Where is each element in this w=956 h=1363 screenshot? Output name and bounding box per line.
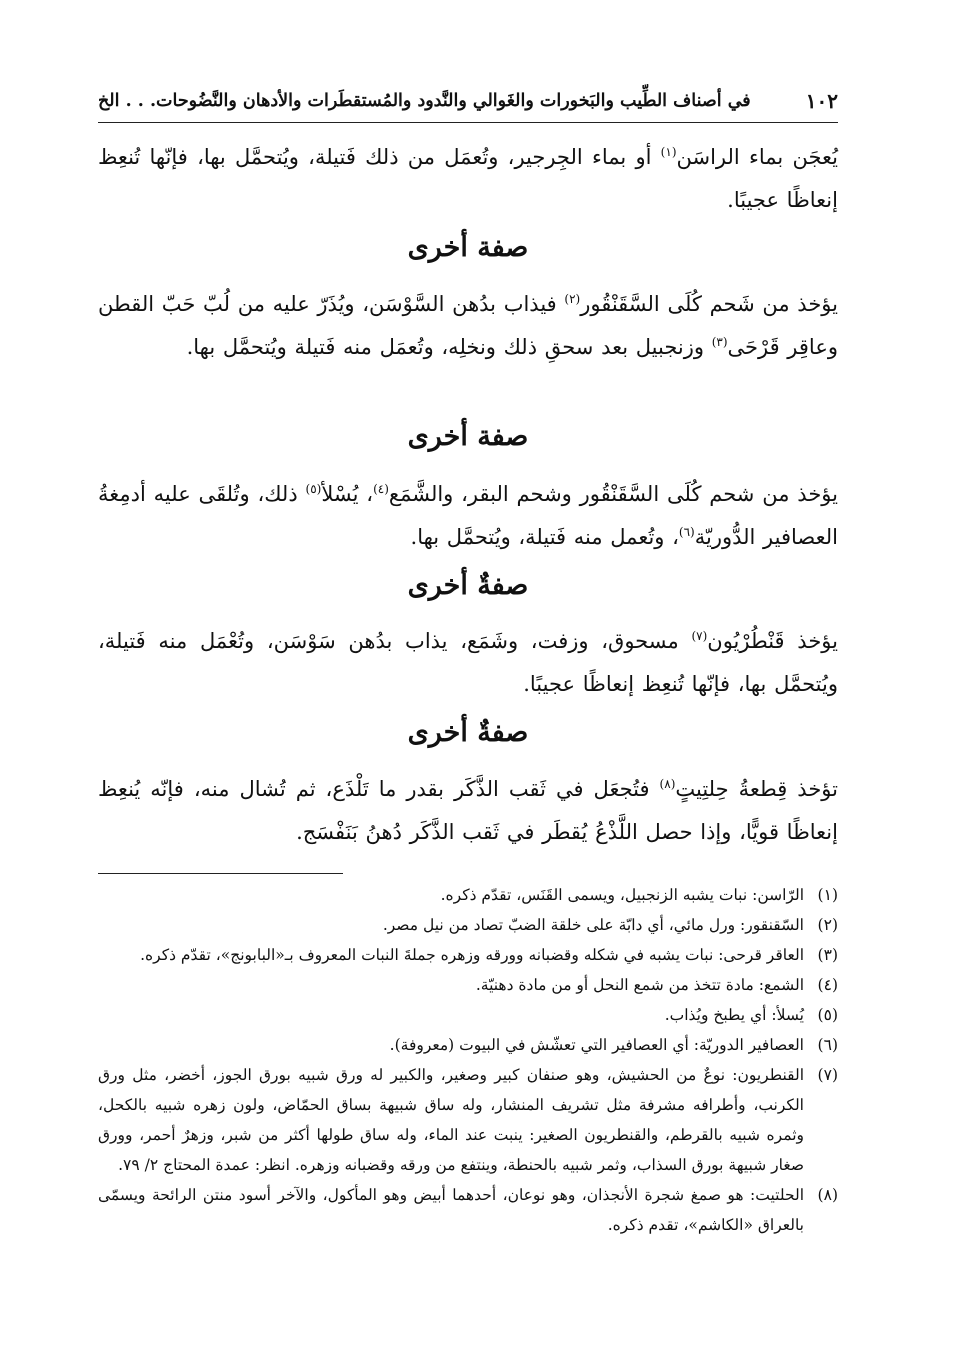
header-rule [98, 122, 838, 123]
section-paragraph [98, 768, 838, 854]
paragraph-text: يؤخذ من شحم كُلَى السَّقَنْقُور وشحم البقر، والشَّمَع$^{(٤)}$، يُسْلأ$^{(٥)}$ ذلك، وتُلقَى عليه أدمِغةُ العصافير الدُّوريّة$^{(٦)}$، وتُعمل منه فَتيلة، ويُتحمَّل بها. [98, 482, 838, 549]
paragraph-text: يؤخذ من شَحم كُلَى السَّقَنْقُور$^{(٢)}$ فيذاب بدُهن السَّوْسَن، ويُذَرّ عليه من لُبّ حَبّ القطن وعاقِر قَرْحَى$^{(٣)}$ وزنجبيل بعد سحقِ ذلك ونخلِه، وتُعمَل منه فَتيلة ويُتحمَّل بها. [98, 292, 838, 359]
footnote-text: الشمع: مادة تتخذ من شمع النحل أو من مادة دهنيّة. [475, 976, 804, 994]
footnote-ref: (٦) [678, 525, 695, 539]
paragraph-text: يُعجَن بماء الراسَن$^{(١)}$ أو بماء الجِرجير، وتُعمَل من ذلك فَتيلة، ويُتحمَّل بها، فإنّها تُنعِظ إنعاظًا عجيبًا. [98, 145, 838, 212]
footnote-number: (٧) [817, 1066, 838, 1084]
footnote-text: العصافير الدوريّة: أي العصافير التي تعشّش في البيوت (معروفة). [389, 1036, 804, 1054]
footnote-text: الرّاسن: نبات يشبه الزنجبيل، ويسمى القَنَس، تقدّم ذكره. [440, 886, 804, 904]
footnote [98, 1060, 838, 1180]
section-paragraph [98, 473, 838, 559]
footnote-ref: (٣) [711, 335, 728, 349]
intro-paragraph [98, 136, 838, 222]
footnote [98, 1180, 838, 1240]
running-header [98, 84, 838, 118]
footnote-ref: (٧) [691, 629, 708, 643]
footnote-ref: (٨) [659, 777, 676, 791]
section-paragraph [98, 620, 838, 706]
footnote-number: (١) [817, 886, 838, 904]
footnote [98, 1030, 838, 1060]
section-paragraph [98, 283, 838, 369]
footnote-ref: (١) [660, 145, 677, 159]
footnote-number: (٤) [817, 976, 838, 994]
paragraph-text: يؤخذ قَنْطُرْيُون$^{(٧)}$ مسحوق، وزفت، وشَمَع، يذاب بدُهن سَوْسَن، وتُعْمَل منه فَتيلة، ويُتحمَّل بها، فإنّها تُنعِظ إنعاظًا عجيبًا. [98, 629, 838, 696]
footnote-number: (٨) [817, 1186, 838, 1204]
paragraph-text: تؤخذ قِطعةُ حِلتِيتٍ$^{(٨)}$ فتُجعَل في ثَقب الذَّكَر بقدر ما تَلْذَع، ثم تُشال منه، فإنّه يُنعِظ إنعاظًا قويًّا، وإذا حصل اللَّذْعُ يُقطَر في ثَقب الذَّكَر دُهنُ بَنَفْسَج. [98, 777, 838, 844]
page-number: ١٠٢ [805, 89, 838, 113]
book-page [98, 0, 838, 1363]
section-heading: صفة أخرى [407, 421, 529, 452]
section-heading: صفة أخرى [407, 232, 529, 263]
footnote-number: (٣) [817, 946, 838, 964]
footnote [98, 940, 838, 970]
footnotes [98, 880, 838, 1240]
footnote-text: السّقنقور: ورل مائي، أي دابّة على خلقة الضبّ تصاد من نيل مصر. [382, 916, 804, 934]
footnote-ref: (٤) [373, 482, 389, 496]
footnote [98, 1000, 838, 1030]
footnote-text: الحلتيت: هو صمغ شجرة الأنجذان، وهو نوعان، أحدهما أبيض وهو المأكول، والآخر أسود منتن الرائحة ويسمّى بالعراق «الكاشم»، تقدم ذكره. [98, 1186, 804, 1234]
footnote-number: (٥) [817, 1006, 838, 1024]
footnote [98, 880, 838, 910]
running-title: في أصناف الطِّيب والبَخورات والغَوالي والنَّدود والمُستقطَرات والأدهان والنَّضُوحات. . . الخ [98, 91, 751, 111]
section-heading: صفةٌ أخرى [407, 570, 529, 601]
section-heading: صفةٌ أخرى [407, 717, 529, 748]
footnote-text: يُسلأ: أي يطبخ ويُذاب. [664, 1006, 804, 1024]
footnote-ref: (٢) [564, 292, 581, 306]
footnote [98, 970, 838, 1000]
footnote-text: العاقر قرحى: نبات يشبه في شكله وقضبانه وورقه وزهره جملةَ النبات المعروف بـ«البابونج»، تقدّم ذكره. [140, 946, 804, 964]
footnote-text: القنطريون: نوعٌ من الحشيش، وهو صنفان كبير وصغير، والكبير له ورق شبيه بورق الجوز، أخضر، مثل ورق الكرنب، وأطرافه مشرفة مثل تشريف المنشار، وله ساق شبيهة بساق الحمّاض، ولون زهره شبيه بالكحل، وثمره شبيه بالقرطم، والقنطريون الصغير: ينبت عند الماء، وله ساق طولها أكثر من شبر، وزهرٌ أحمر، وورق صغار شبيهة بورق السذاب، وثمر شبيه بالحنطة، وينتفع من ورقه وقضبانه وزهره. انظر: عمدة المحتاج ٢/ ٧٩. [98, 1066, 804, 1174]
footnote [98, 910, 838, 940]
footnote-separator [98, 873, 343, 874]
footnote-number: (٢) [817, 916, 838, 934]
footnote-number: (٦) [817, 1036, 838, 1054]
footnote-ref: (٥) [305, 482, 322, 496]
